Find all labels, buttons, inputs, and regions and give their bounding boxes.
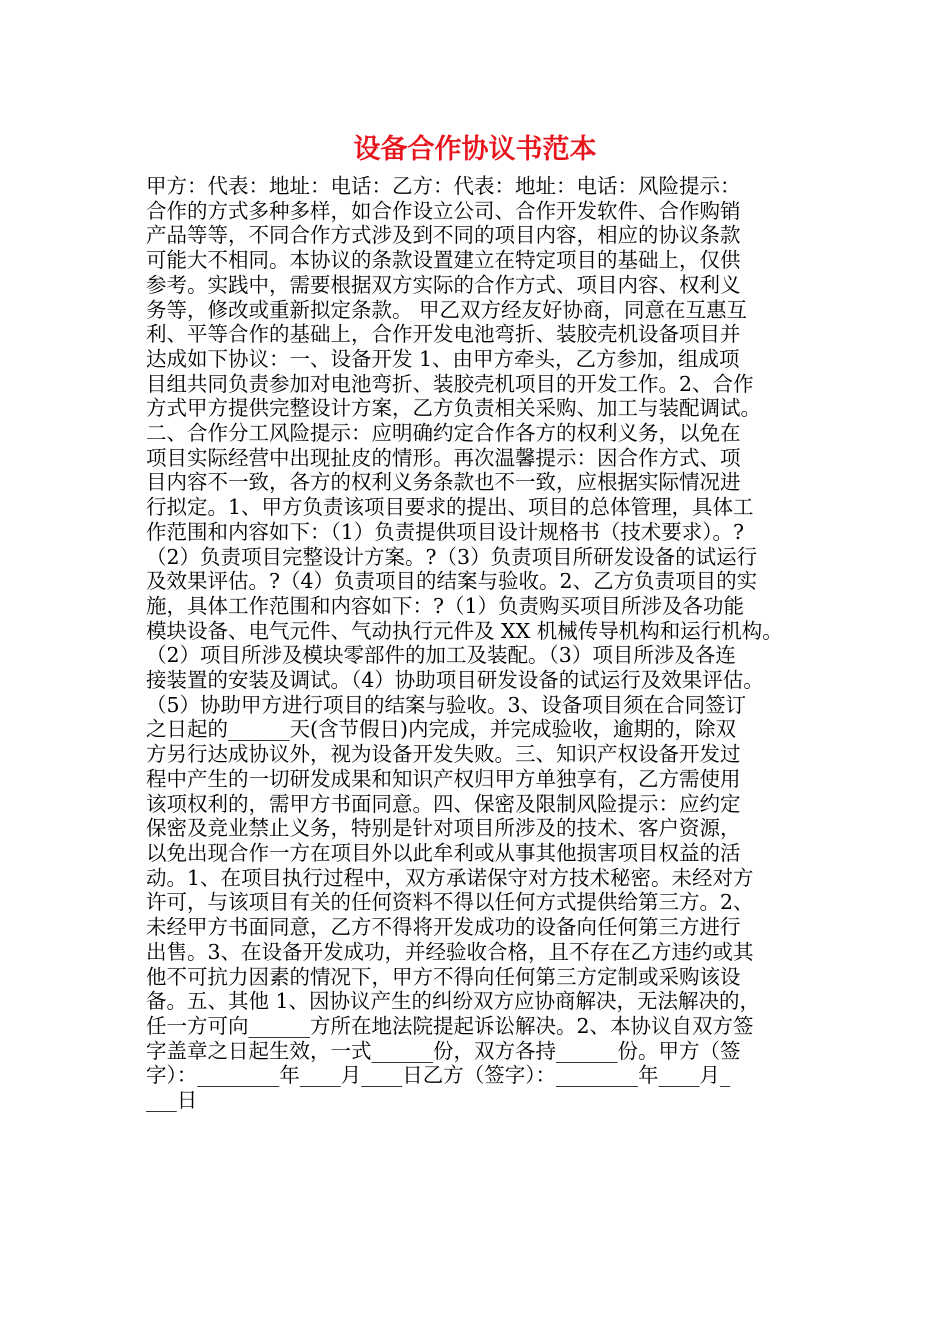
- body-line: 保密及竞业禁止义务，特别是针对项目所涉及的技术、客户资源，: [146, 816, 741, 841]
- body-line: 施，具体工作范围和内容如下：?（1）负责购买项目所涉及各功能: [146, 593, 745, 618]
- body-line: 接装置的安装及调试。（4）协助项目研发设备的试运行及效果评估。: [146, 668, 764, 693]
- body-line: 字）：________年____月____日乙方（签字）：________年____月_: [146, 1063, 731, 1088]
- body-line: 出售。3、在设备开发成功，并经验收合格，且不存在乙方违约或其: [146, 939, 754, 964]
- body-line: ___日: [146, 1088, 198, 1113]
- body-line: 他不可抗力因素的情况下，甲方不得向任何第三方定制或采购该设: [146, 964, 741, 989]
- body-line: 该项权利的，需甲方书面同意。四、保密及限制风险提示：应约定: [146, 791, 741, 816]
- body-line: 产品等等，不同合作方式涉及到不同的项目内容，相应的协议条款: [146, 223, 741, 248]
- body-line: 方式甲方提供完整设计方案，乙方负责相关采购、加工与装配调试。: [146, 396, 761, 421]
- document-body: [146, 174, 820, 1113]
- body-line: 项目实际经营中出现扯皮的情形。再次温馨提示：因合作方式、项: [146, 445, 741, 470]
- body-line: 行拟定。1、甲方负责该项目要求的提出、项目的总体管理，具体工: [146, 495, 754, 520]
- body-line: 任一方可向______方所在地法院提起诉讼解决。2、本协议自双方签: [146, 1013, 754, 1038]
- body-line: 达成如下协议：一、设备开发 1、由甲方牵头，乙方参加，组成项: [146, 346, 740, 371]
- body-line: （5）协助甲方进行项目的结案与验收。3、设备项目须在合同签订: [146, 692, 747, 717]
- body-line: 备。五、其他 1、因协议产生的纠纷双方应协商解决，无法解决的，: [146, 989, 761, 1014]
- body-line: 未经甲方书面同意，乙方不得将开发成功的设备向任何第三方进行: [146, 915, 741, 940]
- body-line: 及效果评估。?（4）负责项目的结案与验收。2、乙方负责项目的实: [146, 569, 758, 594]
- body-line: 目组共同负责参加对电池弯折、装胶壳机项目的开发工作。2、合作: [146, 371, 754, 396]
- body-line: 利、平等合作的基础上，合作开发电池弯折、装胶壳机设备项目并: [146, 322, 741, 347]
- body-line: （2）负责项目完整设计方案。?（3）负责项目所研发设备的试运行: [146, 544, 758, 569]
- body-line: 作范围和内容如下：（1）负责提供项目设计规格书（技术要求）。?: [146, 519, 745, 544]
- body-line: 之日起的______天(含节假日)内完成，并完成验收，逾期的，除双: [146, 717, 736, 742]
- body-line: 二、合作分工风险提示：应明确约定合作各方的权利义务，以免在: [146, 421, 741, 446]
- body-line: 可能大不相同。本协议的条款设置建立在特定项目的基础上，仅供: [146, 248, 741, 273]
- body-line: 务等，修改或重新拟定条款。 甲乙双方经友好协商，同意在互惠互: [146, 297, 748, 322]
- body-line: 合作的方式多种多样，如合作设立公司、合作开发软件、合作购销: [146, 198, 741, 223]
- body-line: 程中产生的一切研发成果和知识产权归甲方单独享有，乙方需使用: [146, 766, 741, 791]
- body-line: 方另行达成协议外，视为设备开发失败。三、知识产权设备开发过: [146, 742, 741, 767]
- body-line: 目内容不一致，各方的权利义务条款也不一致，应根据实际情况进: [146, 470, 741, 495]
- body-line: 动。1、在项目执行过程中，双方承诺保守对方技术秘密。未经对方: [146, 865, 754, 890]
- body-line: 以免出现合作一方在项目外以此牟利或从事其他损害项目权益的活: [146, 840, 741, 865]
- body-line: 模块设备、电气元件、气动执行元件及 XX 机械传导机构和运行机构。: [146, 618, 783, 643]
- body-line: （2）项目所涉及模块零部件的加工及装配。（3）项目所涉及各连: [146, 643, 736, 668]
- body-line: 许可，与该项目有关的任何资料不得以任何方式提供给第三方。2、: [146, 890, 754, 915]
- body-line: 甲方：代表：地址：电话：乙方：代表：地址：电话：风险提示：: [146, 174, 741, 198]
- document-title: 设备合作协议书范本: [353, 134, 597, 165]
- body-line: 参考。实践中，需要根据双方实际的合作方式、项目内容、权利义: [146, 272, 741, 297]
- body-line: 字盖章之日起生效，一式______份，双方各持______份。甲方（签: [146, 1038, 741, 1063]
